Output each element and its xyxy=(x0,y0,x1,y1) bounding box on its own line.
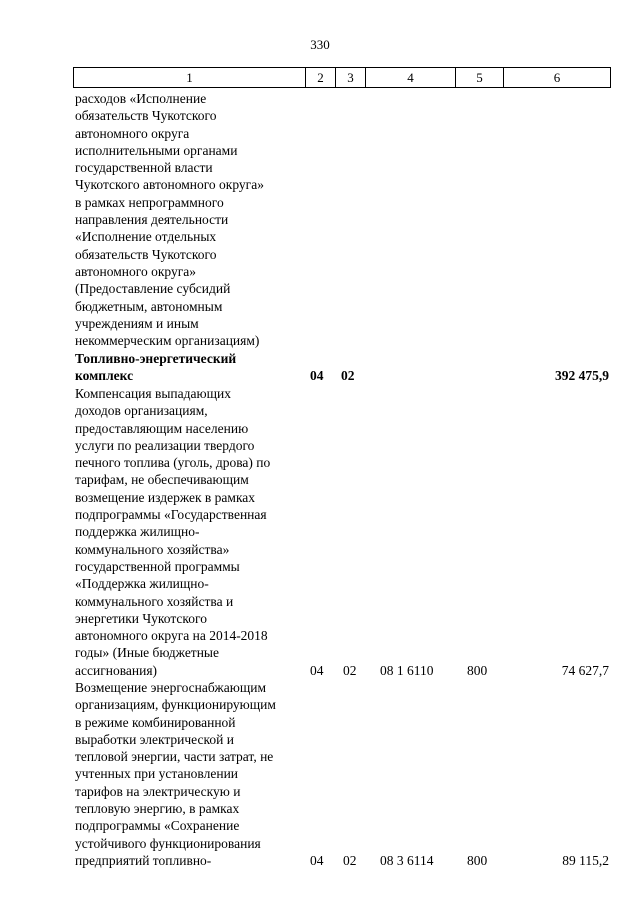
row-section: 04 xyxy=(310,368,324,384)
row-subsection: 02 xyxy=(343,852,357,868)
row-section: 04 xyxy=(310,852,324,868)
table-row xyxy=(75,350,611,385)
row-amount: 74 627,7 xyxy=(561,662,609,678)
row-description: расходов «Исполнение обязательств Чукотского автономного округа исполнительными органами государственной власти Чукотского автономного округа» в рамках непрограммного направления деятельности «Исполнение отдельных обязательств Чукотского автономного округа» (Предоставление субсидий бюджетным, автономным учреждениям и иным некоммерческим организациям) xyxy=(75,91,264,349)
row-description: Компенсация выпадающих доходов организациям, предоставляющим населению услуги по реализации твердого печного топлива (уголь, дрова) по тарифам, не обеспечивающим возмещение издержек в рамках подпрограммы «Государственная поддержка жилищно- коммунального хозяйства» государственной программы «Поддержка жилищно- коммунального хозяйства и энергетики Чукотского автономного округа на 2014-2018 годы» (Иные бюджетные ассигнования) xyxy=(75,386,271,678)
header-col-4: 4 xyxy=(366,68,456,87)
header-col-3: 3 xyxy=(336,68,366,87)
row-section: 04 xyxy=(310,662,324,678)
table-row xyxy=(75,90,611,349)
row-description: Возмещение энергоснабжающим организациям, функционирующим в режиме комбинированной выработки электрической и тепловой энергии, части затрат, не учтенных при установлении тарифов на электрическую и тепловую энергию, в рамках подпрограммы «Сохранение устойчивого функционирования предприятий топливно- xyxy=(75,680,276,868)
row-target: 08 1 6110 xyxy=(380,662,434,678)
header-col-1: 1 xyxy=(74,68,306,87)
table-row xyxy=(75,385,611,679)
row-expense-type: 800 xyxy=(467,852,488,868)
row-expense-type: 800 xyxy=(467,662,488,678)
row-amount: 392 475,9 xyxy=(555,368,609,384)
table-row xyxy=(75,679,611,869)
header-col-6: 6 xyxy=(553,70,561,85)
row-subsection: 02 xyxy=(341,368,355,384)
row-subsection: 02 xyxy=(343,662,357,678)
table-header xyxy=(73,67,611,88)
row-amount: 89 115,2 xyxy=(562,852,609,868)
row-target: 08 3 6114 xyxy=(380,852,434,868)
row-description: Топливно-энергетический комплекс xyxy=(75,351,237,384)
header-col-2: 2 xyxy=(306,68,336,87)
page-number: 330 xyxy=(310,37,330,52)
header-col-5: 5 xyxy=(456,68,504,87)
